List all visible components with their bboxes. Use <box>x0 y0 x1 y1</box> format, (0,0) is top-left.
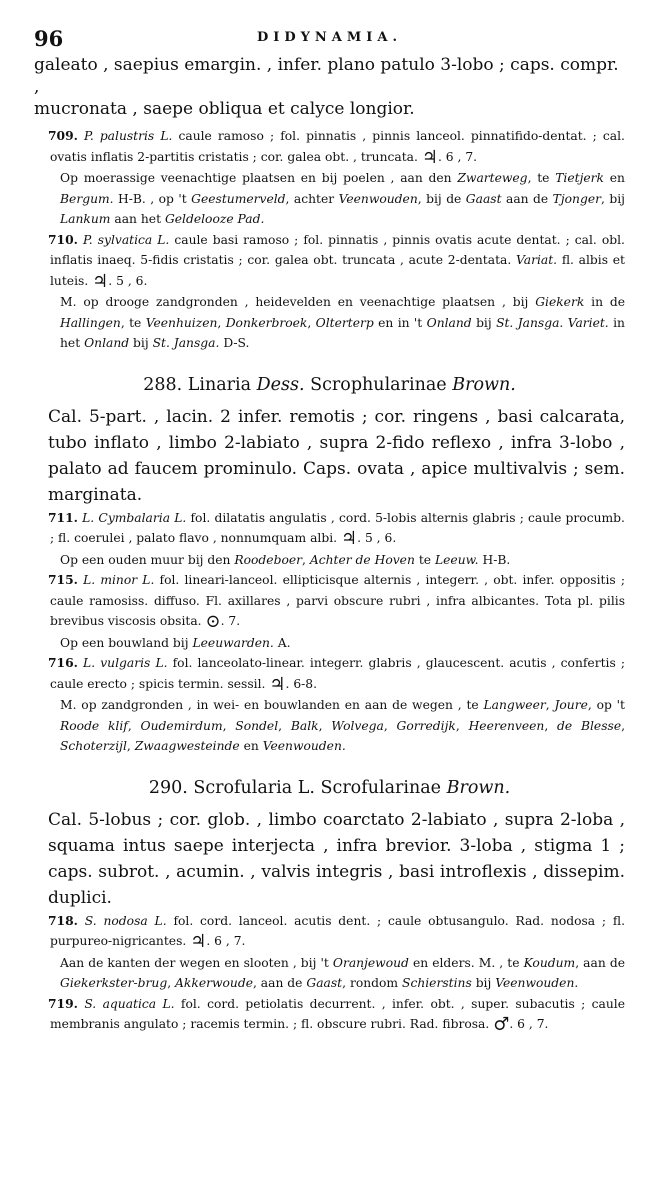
genus-heading-290: 290. Scrofularia L. Scrofularinae Brown. <box>148 777 511 798</box>
continuation-line: mucronata , saepe obliqua et calyce longior. <box>34 99 415 119</box>
species-entry-709: 709. P. palustris L. caule ramoso ; fol. pinnatis , pinnis lanceol. pinnatifido-dentat. ; cal. ovatis inflatis 2-partitis cristatis ; cor. galea obt. , truncata. ♃. 6 , 7. <box>48 128 625 168</box>
page-number: 96 <box>34 26 64 51</box>
annual-symbol-icon: ⊙ <box>205 611 221 632</box>
perennial-symbol-icon: ♃ <box>190 931 207 952</box>
locality-note-709: Op moerassige veenachtige plaatsen en bij poelen , aan den Zwarteweg, te Tietjerk en Bergum. H-B. , op 't Geestumerveld, achter Veenwouden, bij de Gaast aan de Tjonger, bij Lankum aan het Geldelooze Pad. <box>60 171 625 226</box>
species-entry-719: 719. S. aquatica L. fol. cord. petiolatis decurrent. , infer. obt. , super. subacutis ; caule membranis angulato ; racemis termin. ; fl. obscure rubri. Rad. fibrosa. ♂. 6 , 7. <box>48 995 625 1035</box>
species-entry-718: 718. S. nodosa L. fol. cord. lanceol. acutis dent. ; caule obtusangulo. Rad. nodosa ; fl. purpureo-nigricantes. ♃. 6 , 7. <box>48 912 625 952</box>
species-entry-710: 710. P. sylvatica L. caule basi ramoso ; fol. pinnatis , pinnis ovatis acute dentat. ; cal. obl. inflatis inaeq. 5-fidis cristatis ; cor. galea obt. truncata , acute 2-dentata. Variat. fl. albis et luteis. ♃. 5 , 6. <box>48 231 625 292</box>
perennial-symbol-icon: ♃ <box>340 528 358 549</box>
locality-note-715: Op een bouwland bij Leeuwarden. A. <box>60 635 291 650</box>
locality-note-711: Op een ouden muur bij den Roodeboer, Achter de Hoven te Leeuw. H-B. <box>60 552 511 567</box>
genus-heading-288: 288. Linaria Dess. Scrophularinae Brown. <box>143 374 516 395</box>
locality-note-716: M. op zandgronden , in wei- en bouwlanden en aan de wegen , te Langweer, Joure, op 't Roode klif, Oudemirdum, Sondel, Balk, Wolvega, Gorredijk, Heerenveen, de Blesse, Schoterzijl, Zwaagwesteinde en Veenwouden. <box>60 698 626 753</box>
shrub-symbol-icon: ♂ <box>493 1014 510 1035</box>
species-entry-716: 716. L. vulgaris L. fol. lanceolato-linear. integerr. glabris , glaucescent. acutis , confertis ; caule erecto ; spicis termin. sessil. ♃. 6-8. <box>48 655 625 695</box>
genus-description-288: Cal. 5-part. , lacin. 2 infer. remotis ; cor. ringens , basi calcarata, tubo inflato , limbo 2-labiato , supra 2-fido reflexo , infra 3-lobo , palato ad faucem prominulo. Caps. ovata , apice multivalvis ; sem. marginata. <box>48 406 625 505</box>
running-title: DIDYNAMIA. <box>257 30 402 45</box>
perennial-symbol-icon: ♃ <box>92 270 109 292</box>
continuation-line: galeato , saepius emargin. , infer. plano patulo 3-lobo ; caps. compr. , <box>34 55 619 97</box>
perennial-symbol-icon: ♃ <box>269 673 286 695</box>
perennial-symbol-icon: ♃ <box>421 146 438 168</box>
page-header <box>34 26 625 54</box>
species-entry-715: 715. L. minor L. fol. lineari-lanceol. ellipticisque alternis , integerr. , obt. infer. oppositis ; caule ramosiss. diffuso. Fl. axillares , parvi obscure rubri , infra albicantes. Tota pl. pilis brevibus viscosis obsita. ⊙. 7. <box>48 572 625 632</box>
locality-note-710: M. op droogе zandgronden , heidevelden en veenachtige plaatsen , bij Giekerk in de Hallingen, te Veenhuizen, Donkerbroek, Olterterp en in 't Onland bij St. Jansga. Variet. in het Onland bij St. Jansga. D-S. <box>60 295 625 350</box>
locality-note-718: Aan de kanten der wegen en slooten , bij 't Oranjewoud en elders. M. , te Koudum, aan de Giekerkster-brug, Akkerwoude, aan de Gaast, rondom Schierstins bij Veenwouden. <box>60 955 625 990</box>
genus-description-290: Cal. 5-lobus ; cor. glob. , limbo coarctato 2-labiato , supra 2-loba , squama intus saepe interjecta , infra brevior. 3-loba , stigma 1 ; caps. subrot. , acumin. , valvis integris , basi introflexis , dissepim. duplici. <box>48 809 625 908</box>
species-entry-711: 711. L. Cymbalaria L. fol. dilatatis angulatis , cord. 5-lobis alternis glabris ; caule procumb. ; fl. coerulei , palato flavo , nonnumquam albi. ♃. 5 , 6. <box>48 509 625 549</box>
